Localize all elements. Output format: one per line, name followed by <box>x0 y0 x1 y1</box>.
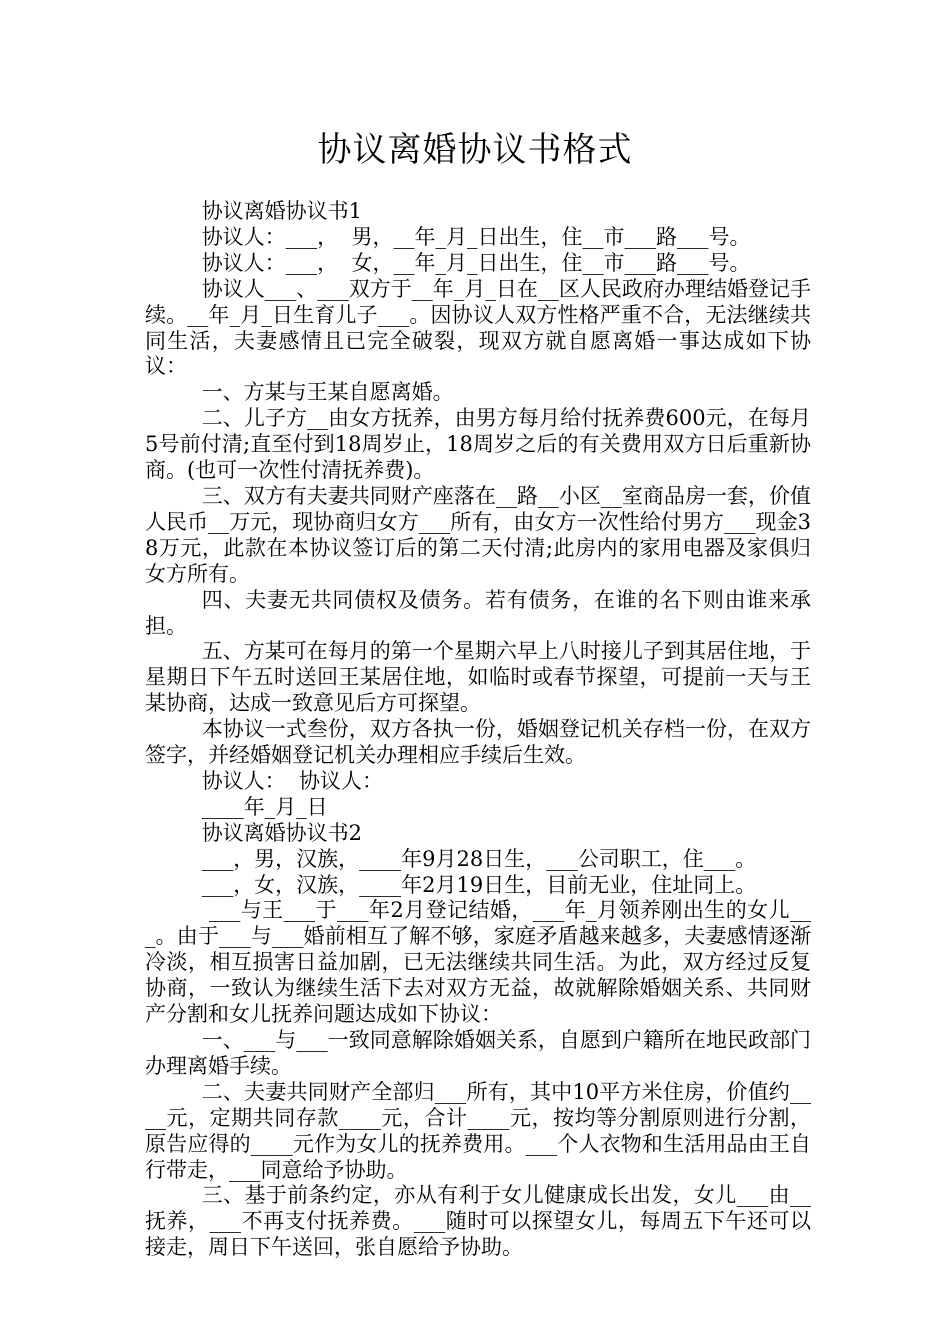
preamble-paragraph-2: ___与王___于___年2月登记结婚，___年_月领养刚出生的女儿___。由于___与___婚前相互了解不够，家庭矛盾越来越多，夫妻感情逐渐冷淡，相互损害日益加剧，已无法继续共同生活。为此，双方经过反复协商，一致认为继续生活下去对双方无益，故就解除婚姻关系、共同财产分割和女儿抚养问题达成如下协议： <box>145 898 812 1027</box>
party-line-male: 协议人：___， 男，__年_月_日出生，住__市___路___号。 <box>201 224 751 249</box>
clause-2-1: 一、___与___一致同意解除婚姻关系，自愿到户籍所在地民政部门办理离婚手续。 <box>145 1028 811 1078</box>
clause-2-2: 二、夫妻共同财产全部归___所有，其中10平方米住房，价值约____元，定期共同存款____元，合计____元，按均等分割原则进行分割，原告应得的____元作为女儿的抚养费用。___个人衣物和生活用品由王自行带走，___同意给予协助。 <box>145 1079 811 1182</box>
clause-2: 二、儿子方__由女方抚养，由男方每月给付抚养费600元，在每月5号前付清;直至付到18周岁止，18周岁之后的有关费用双方日后重新协商。(也可一次性付清抚养费)。 <box>145 406 811 483</box>
section-heading-2: 协议离婚协议书2 <box>201 820 363 845</box>
clause-4: 四、夫妻无共同债权及债务。若有债务，在谁的名下则由谁来承担。 <box>145 587 811 638</box>
clause-1: 一、方某与王某自愿离婚。 <box>201 380 454 405</box>
date-line: ____年_月_日 <box>201 794 328 819</box>
party-line-2-female: ___，女，汉族，____年2月19日生，目前无业，住址同上。 <box>201 872 757 897</box>
clause-3: 三、双方有夫妻共同财产座落在__路__小区__室商品房一套，价值人民币__万元，现协商归女方___所有，由女方一次性给付男方___现金38万元，此款在本协议签订后的第二天付清;此房内的家用电器及家俱归女方所有。 <box>145 483 811 586</box>
clause-5: 五、方某可在每月的第一个星期六早上八时接儿子到其居住地，于星期日下午五时送回王某居住地，如临时或春节探望，可提前一天与王某协商，达成一致意见后方可探望。 <box>145 639 811 716</box>
clause-2-3: 三、基于前条约定，亦从有利于女儿健康成长出发，女儿___由__抚养，___不再支付抚养费。___随时可以探望女儿，每周五下午还可以接走，周日下午送回，张自愿给予协助。 <box>145 1183 811 1260</box>
effect-paragraph: 本协议一式叁份，双方各执一份，婚姻登记机关存档一份，在双方签字，并经婚姻登记机关办理相应手续后生效。 <box>145 717 811 768</box>
party-line-female: 协议人：___， 女，__年_月_日出生，住__市___路___号。 <box>201 250 751 275</box>
document-body <box>145 199 811 1261</box>
party-line-2-male: ___，男，汉族，____年9月28日生，___公司职工，住___。 <box>201 846 757 871</box>
document-title: 协议离婚协议书格式 <box>317 130 633 170</box>
signature-line: 协议人： 协议人： <box>201 768 384 793</box>
section-heading-1: 协议离婚协议书1 <box>201 199 363 223</box>
preamble-paragraph: 协议人___、___双方于__年_月_日在__区人民政府办理结婚登记手续。__年_月_日生育儿子___。因协议人双方性格严重不合，无法继续共同生活，夫妻感情且已完全破裂，现双方就自愿离婚一事达成如下协议： <box>145 276 811 379</box>
